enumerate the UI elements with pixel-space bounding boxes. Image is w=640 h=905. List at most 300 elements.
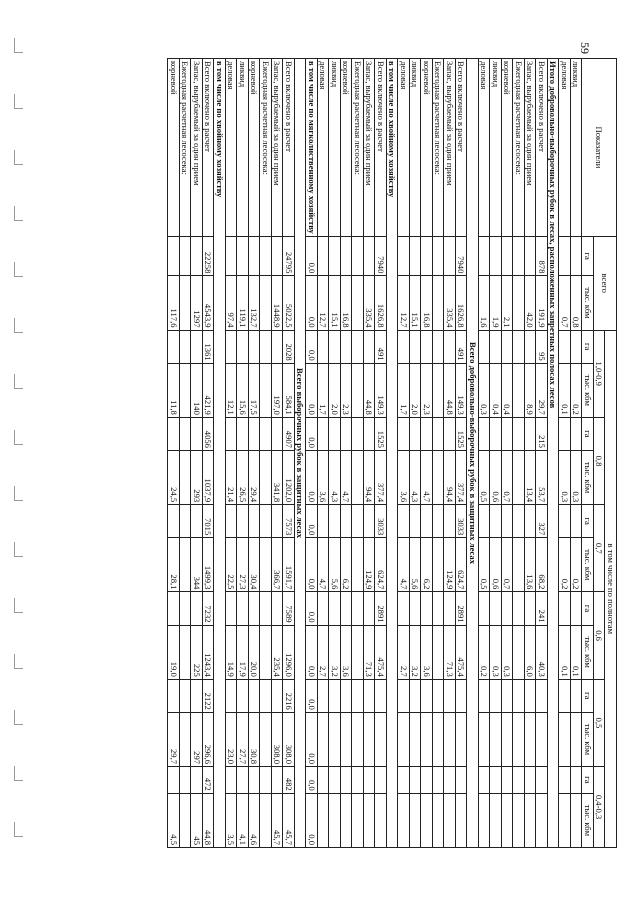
table-cell (444, 592, 456, 625)
col-header-group: 0,5 (594, 679, 606, 766)
table-cell: 19,0 (168, 625, 180, 679)
table-cell: 4,7 (318, 538, 330, 592)
table-cell: 0,3 (490, 625, 502, 679)
table-cell (341, 767, 353, 794)
table-cell: 42,0 (525, 276, 537, 330)
table-cell: 472 (203, 767, 215, 794)
section-heading: Итого добровольно-выборочных рубок в лесах, расположенных запретных полосах лесов (548, 59, 560, 848)
row-label: в том числе по мягколиственному хозяйству (306, 59, 318, 237)
table-cell (444, 679, 456, 712)
row-label: Ежегодная расчетная лесосека: (433, 59, 445, 237)
table-cell (352, 767, 364, 794)
table-row (272, 59, 284, 848)
table-cell (318, 592, 330, 625)
table-cell (398, 679, 410, 712)
table-cell: 27,3 (237, 538, 249, 592)
table-cell (502, 505, 514, 538)
table-cell (352, 236, 364, 276)
table-row (237, 59, 249, 848)
table-cell (191, 236, 203, 276)
table-cell: 2028 (283, 330, 295, 363)
table-cell (352, 712, 364, 766)
table-cell (490, 793, 502, 847)
table-cell (433, 793, 445, 847)
table-cell (490, 712, 502, 766)
table-cell: 4,6 (249, 793, 261, 847)
table-cell (329, 767, 341, 794)
table-cell: 308,0 (283, 712, 295, 766)
table-cell: 29,7 (168, 712, 180, 766)
table-cell: 27,7 (237, 712, 249, 766)
table-cell (237, 592, 249, 625)
table-cell (237, 767, 249, 794)
table-cell (318, 712, 330, 766)
table-cell (341, 417, 353, 450)
table-cell: 2,7 (318, 625, 330, 679)
table-cell (168, 330, 180, 363)
table-cell (502, 236, 514, 276)
table-cell: 0,6 (490, 450, 502, 504)
table-row (260, 59, 272, 848)
table-cell (513, 538, 525, 592)
table-cell: 0,0 (306, 417, 318, 450)
col-header-indicators: Показатели (582, 59, 617, 237)
table-cell (490, 767, 502, 794)
table-cell (249, 767, 261, 794)
table-cell (249, 417, 261, 450)
table-cell (180, 679, 192, 712)
table-cell (260, 625, 272, 679)
table-cell (168, 592, 180, 625)
table-cell (352, 505, 364, 538)
table-row (536, 59, 548, 848)
table-cell (433, 363, 445, 417)
table-cell (421, 767, 433, 794)
table-cell (410, 679, 422, 712)
table-cell: 4543,9 (203, 276, 215, 330)
table-cell (502, 417, 514, 450)
table-row (513, 59, 525, 848)
table-cell (502, 767, 514, 794)
table-cell: 1037,9 (203, 450, 215, 504)
table-cell: 1499,3 (203, 538, 215, 592)
table-cell (352, 793, 364, 847)
table-cell (226, 330, 238, 363)
table-cell: 0,3 (571, 450, 583, 504)
table-cell: 4,7 (398, 538, 410, 592)
table-cell (559, 767, 571, 794)
table-cell (433, 538, 445, 592)
table-cell (341, 592, 353, 625)
table-cell: 421,9 (203, 363, 215, 417)
table-cell (364, 417, 376, 450)
table-cell (191, 767, 203, 794)
table-cell (433, 679, 445, 712)
table-cell: 71,3 (444, 625, 456, 679)
table-cell (479, 330, 491, 363)
table-cell (410, 236, 422, 276)
table-cell (191, 505, 203, 538)
table-cell (352, 450, 364, 504)
table-cell (352, 417, 364, 450)
table-cell: 132,7 (249, 276, 261, 330)
table-cell (375, 679, 387, 712)
table-cell (260, 767, 272, 794)
table-cell (272, 679, 284, 712)
table-cell: 3033 (375, 505, 387, 538)
row-label: Ежегодная расчетная лесосека: (352, 59, 364, 237)
table-cell (180, 793, 192, 847)
table-cell (525, 505, 537, 538)
table-cell: 2,0 (329, 363, 341, 417)
table-cell: 7015 (203, 505, 215, 538)
table-cell (341, 505, 353, 538)
table-cell: 2,7 (398, 625, 410, 679)
col-header-group: 0,4-0,3 (594, 767, 606, 848)
table-cell: 0,5 (479, 450, 491, 504)
table-cell (433, 505, 445, 538)
table-cell (398, 505, 410, 538)
table-cell (479, 767, 491, 794)
table-cell: 13,6 (525, 538, 537, 592)
table-cell: 3,6 (398, 450, 410, 504)
row-label: корневой (341, 59, 353, 237)
table-cell (456, 793, 468, 847)
row-label: Ежегодная расчетная лесосека: (260, 59, 272, 237)
table-cell: 3,2 (329, 625, 341, 679)
table-cell: 5,6 (329, 538, 341, 592)
table-cell: 4907 (283, 417, 295, 450)
table-cell: 0,2 (559, 538, 571, 592)
table-cell (364, 712, 376, 766)
table-cell (490, 505, 502, 538)
table-cell: 14,9 (226, 625, 238, 679)
table-row (548, 59, 560, 848)
table-cell: 22,5 (226, 538, 238, 592)
unit-volume: тыс. кбм (582, 793, 594, 847)
table-cell (249, 236, 261, 276)
table-cell: 0,0 (306, 236, 318, 276)
table-cell (525, 592, 537, 625)
table-cell (571, 793, 583, 847)
row-label: деловая (559, 59, 571, 237)
table-cell: 0,4 (502, 363, 514, 417)
row-label: корневой (421, 59, 433, 237)
table-cell (375, 712, 387, 766)
unit-ha: га (582, 592, 594, 625)
table-cell: 119,1 (237, 276, 249, 330)
table-cell (329, 679, 341, 712)
table-cell (398, 417, 410, 450)
table-cell (168, 679, 180, 712)
table-cell (513, 330, 525, 363)
table-row (283, 59, 295, 848)
table-cell: 45,7 (272, 793, 284, 847)
table-cell: 6,2 (341, 538, 353, 592)
table-cell: 94,4 (364, 450, 376, 504)
table-cell: 16,8 (341, 276, 353, 330)
table-cell: 4,3 (329, 450, 341, 504)
row-label: Запас, вырубаемый за один прием (444, 59, 456, 237)
table-cell: 45,7 (283, 793, 295, 847)
table-cell (168, 236, 180, 276)
table-cell (398, 793, 410, 847)
table-cell: 2891 (456, 592, 468, 625)
table-cell (513, 625, 525, 679)
table-cell: 0,2 (571, 363, 583, 417)
table-cell: 0,0 (306, 538, 318, 592)
table-cell: 1296,0 (283, 625, 295, 679)
row-label: Всего включено в расчет (375, 59, 387, 237)
table-cell (525, 330, 537, 363)
table-cell: 0,5 (479, 538, 491, 592)
table-cell (364, 679, 376, 712)
row-label: ликвид (490, 59, 502, 237)
table-cell (571, 330, 583, 363)
table-cell (364, 793, 376, 847)
scan-margin-marks (0, 0, 40, 905)
row-label: ликвид (237, 59, 249, 237)
table-cell: 1626,8 (456, 276, 468, 330)
table-row (490, 59, 502, 848)
table-cell: 29,7 (536, 363, 548, 417)
table-cell (559, 330, 571, 363)
table-cell (421, 236, 433, 276)
table-cell: 68,2 (536, 538, 548, 592)
table-cell (249, 505, 261, 538)
table-cell (272, 767, 284, 794)
table-cell: 2891 (375, 592, 387, 625)
table-cell: 124,9 (444, 538, 456, 592)
table-cell (260, 276, 272, 330)
table-cell: 1525 (375, 417, 387, 450)
table-cell (513, 450, 525, 504)
table-cell: 878 (536, 236, 548, 276)
table-cell (329, 793, 341, 847)
table-cell (341, 330, 353, 363)
table-cell: 26,5 (237, 450, 249, 504)
table-row (456, 59, 468, 848)
table-cell: 30,4 (249, 538, 261, 592)
table-cell: 21,4 (226, 450, 238, 504)
table-cell (479, 505, 491, 538)
table-cell: 17,5 (249, 363, 261, 417)
table-cell: 0,3 (559, 450, 571, 504)
table-cell: 215 (536, 417, 548, 450)
row-label: Запас, вырубаемый за один прием (191, 59, 203, 237)
row-label: Всего включено в расчет (283, 59, 295, 237)
table-cell (364, 330, 376, 363)
row-label: корневой (168, 59, 180, 237)
table-cell (191, 330, 203, 363)
table-cell (479, 236, 491, 276)
table-cell (260, 592, 272, 625)
row-label: деловая (398, 59, 410, 237)
table-cell (329, 330, 341, 363)
table-cell: 0,0 (306, 625, 318, 679)
table-cell (226, 417, 238, 450)
table-cell: 0,1 (559, 363, 571, 417)
table-cell: 297 (191, 712, 203, 766)
table-row (226, 59, 238, 848)
table-cell: 45 (191, 793, 203, 847)
table-cell: 1626,8 (375, 276, 387, 330)
table-cell (513, 505, 525, 538)
col-header-total: всего (594, 236, 617, 330)
table-cell (249, 330, 261, 363)
table-cell (513, 767, 525, 794)
table-cell (191, 417, 203, 450)
table-cell: 225 (191, 625, 203, 679)
table-row (525, 59, 537, 848)
table-cell (260, 538, 272, 592)
table-cell (490, 236, 502, 276)
table-cell (272, 417, 284, 450)
section-heading: Всего выборочных рубок в защитных лесах (295, 59, 307, 848)
table-cell (502, 592, 514, 625)
table-cell (410, 330, 422, 363)
table-cell (226, 505, 238, 538)
table-cell: 29,4 (249, 450, 261, 504)
table-cell: 11,8 (168, 363, 180, 417)
table-cell: 0,0 (306, 592, 318, 625)
table-cell: 12,1 (226, 363, 238, 417)
table-cell: 0,3 (479, 363, 491, 417)
table-row (375, 59, 387, 848)
table-cell: 17,9 (237, 625, 249, 679)
table-row (168, 59, 180, 848)
row-label: ликвид (571, 59, 583, 237)
table-cell: 4,1 (237, 793, 249, 847)
table-cell (272, 505, 284, 538)
table-row (410, 59, 422, 848)
table-cell: 0,0 (306, 793, 318, 847)
table-cell: 4,7 (421, 450, 433, 504)
table-cell (490, 330, 502, 363)
table-cell (180, 363, 192, 417)
table-cell (180, 450, 192, 504)
table-cell (571, 236, 583, 276)
table-cell (456, 712, 468, 766)
table-cell (226, 679, 238, 712)
table-cell: 491 (456, 330, 468, 363)
table-cell (410, 767, 422, 794)
table-row (341, 59, 353, 848)
table-cell (364, 505, 376, 538)
table-cell: 53,7 (536, 450, 548, 504)
table-cell: 344 (191, 538, 203, 592)
table-row (502, 59, 514, 848)
table-cell: 0,2 (479, 625, 491, 679)
table-cell (237, 330, 249, 363)
table-cell (352, 592, 364, 625)
table-cell: 191,9 (536, 276, 548, 330)
table-cell (341, 712, 353, 766)
table-cell: 296,6 (203, 712, 215, 766)
table-cell (272, 592, 284, 625)
table-cell (559, 712, 571, 766)
table-cell (375, 767, 387, 794)
table-cell (180, 276, 192, 330)
table-cell (272, 330, 284, 363)
table-row (352, 59, 364, 848)
table-cell (410, 417, 422, 450)
table-cell: 12,7 (398, 276, 410, 330)
table-cell (352, 679, 364, 712)
table-cell: 1243,4 (203, 625, 215, 679)
table-cell: 0,7 (559, 276, 571, 330)
table-cell (329, 417, 341, 450)
table-cell (433, 712, 445, 766)
table-cell (272, 236, 284, 276)
table-cell (444, 767, 456, 794)
table-cell (456, 679, 468, 712)
table-cell (559, 505, 571, 538)
table-cell: 4,7 (341, 450, 353, 504)
table-cell (513, 236, 525, 276)
table-cell (525, 767, 537, 794)
table-cell: 13,4 (525, 450, 537, 504)
table-cell (525, 679, 537, 712)
table-cell (433, 236, 445, 276)
table-cell (502, 793, 514, 847)
table-cell (260, 236, 272, 276)
table-cell: 335,4 (364, 276, 376, 330)
page-number: 59 (578, 42, 592, 54)
table-cell: 7573 (283, 505, 295, 538)
table-cell: 0,0 (306, 330, 318, 363)
table-cell: 0,0 (306, 712, 318, 766)
table-cell: 1591,7 (283, 538, 295, 592)
table-cell (375, 793, 387, 847)
table-cell (180, 417, 192, 450)
table-cell (364, 767, 376, 794)
table-cell (410, 793, 422, 847)
table-row (398, 59, 410, 848)
table-cell (410, 712, 422, 766)
table-cell: 5022,5 (283, 276, 295, 330)
table-cell (536, 679, 548, 712)
table-cell: 1,6 (479, 276, 491, 330)
table-cell: 0,7 (502, 450, 514, 504)
table-cell (571, 505, 583, 538)
table-cell: 0,0 (306, 767, 318, 794)
table-cell: 3,6 (318, 450, 330, 504)
table-cell: 2,3 (341, 363, 353, 417)
table-cell: 6,2 (421, 538, 433, 592)
table-cell (180, 236, 192, 276)
table-row (433, 59, 445, 848)
table-cell: 28,1 (168, 538, 180, 592)
table-cell (260, 712, 272, 766)
table-row (214, 59, 226, 848)
table-cell (490, 592, 502, 625)
table-cell (502, 712, 514, 766)
table-row (318, 59, 330, 848)
table-cell (571, 767, 583, 794)
table-cell (168, 417, 180, 450)
table-cell (433, 592, 445, 625)
table-cell: 24795 (283, 236, 295, 276)
unit-volume: тыс. кбм (582, 450, 594, 504)
table-cell: 0,0 (306, 505, 318, 538)
table-cell (421, 417, 433, 450)
table-cell: 377,4 (375, 450, 387, 504)
table-cell (398, 767, 410, 794)
table-cell (341, 793, 353, 847)
row-label: Всего включено в расчет (536, 59, 548, 237)
table-cell (180, 505, 192, 538)
